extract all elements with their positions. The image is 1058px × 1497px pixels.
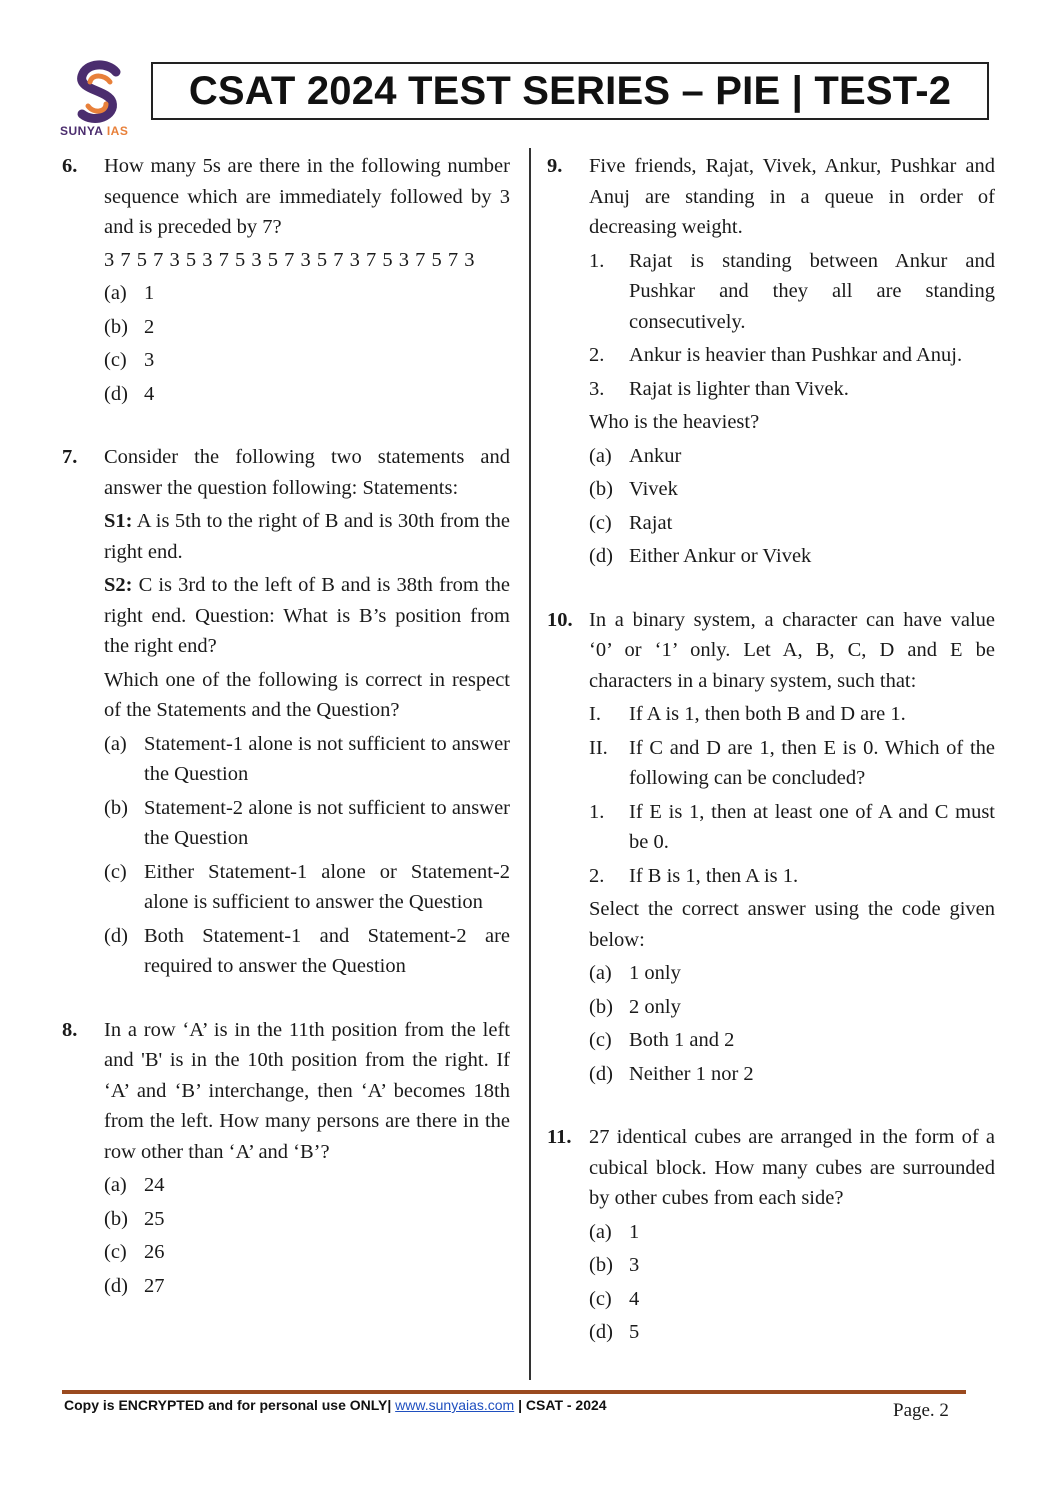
number-sequence: 3 7 5 7 3 5 3 7 5 3 5 7 3 5 7 3 7 5 3 7 5 7 3 — [104, 248, 475, 271]
option-label: (b) — [589, 995, 613, 1018]
option[interactable] — [104, 379, 510, 410]
condition — [589, 699, 995, 730]
option-text: 24 — [144, 1174, 165, 1196]
option[interactable] — [589, 1025, 995, 1056]
copyright-notice: Copy is ENCRYPTED and for personal use ONLY| — [64, 1397, 392, 1413]
statement-text: If E is 1, then at least one of A and C must be 0. — [629, 800, 995, 853]
option[interactable] — [589, 441, 995, 472]
question-7 — [62, 442, 510, 982]
condition-text: Ankur is heavier than Pushkar and Anuj. — [629, 344, 963, 366]
option-text: 4 — [144, 382, 155, 405]
page-number: Page. 2 — [893, 1400, 949, 1421]
statement — [589, 861, 995, 892]
option-label: (b) — [104, 315, 128, 338]
right-column — [547, 151, 995, 1348]
option-text: 25 — [144, 1207, 165, 1230]
option-text: Either Ankur or Vivek — [629, 545, 812, 567]
question-number: 6. — [62, 155, 78, 177]
option-text: Both 1 and 2 — [629, 1029, 735, 1051]
condition — [589, 374, 995, 405]
condition-text: If A is 1, then both B and D are 1. — [629, 703, 906, 725]
option-label: (c) — [589, 1029, 612, 1051]
option[interactable] — [104, 857, 510, 918]
option[interactable] — [104, 921, 510, 982]
option-text: Neither 1 nor 2 — [629, 1062, 754, 1085]
column-divider — [529, 148, 531, 1380]
footer-separator: | — [518, 1397, 523, 1413]
condition-label: 2. — [589, 344, 605, 366]
option-text: Ankur — [629, 444, 682, 467]
option-text: Vivek — [629, 478, 678, 500]
option-label: (b) — [104, 1207, 128, 1230]
option[interactable] — [104, 729, 510, 790]
option-label: (b) — [589, 1254, 613, 1276]
option[interactable] — [589, 474, 995, 505]
question-prompt: Who is the heaviest? — [589, 411, 760, 433]
question-6 — [62, 151, 510, 409]
option[interactable] — [589, 1217, 995, 1248]
question-number: 8. — [62, 1018, 78, 1041]
statement-label: S2: — [104, 574, 133, 596]
option[interactable] — [589, 958, 995, 989]
title-box — [151, 62, 989, 120]
option-text: 1 — [144, 282, 155, 304]
option-label: (d) — [589, 1062, 613, 1085]
option-label: (c) — [104, 349, 127, 371]
question-11 — [547, 1122, 995, 1348]
question-text: In a row ‘A’ is in the 11th position from the left and 'B' is in the 10th position from the right. If ‘A’ and ‘B’ interchange, then ‘A’ becomes 18th from the left. How many persons are there in the row other than ‘A’ and ‘B’? — [104, 1018, 510, 1163]
condition-text: If C and D are 1, then E is 0. Which of the following can be concluded? — [629, 736, 995, 789]
page-title: CSAT 2024 TEST SERIES – PIE | TEST-2 — [188, 68, 952, 113]
condition-label: 1. — [589, 249, 605, 272]
option[interactable] — [589, 1284, 995, 1315]
question-9 — [547, 151, 995, 572]
condition — [589, 246, 995, 338]
exam-tag: CSAT - 2024 — [525, 1397, 607, 1413]
option-text: 3 — [629, 1254, 640, 1276]
option-label: (a) — [104, 1174, 127, 1196]
option-label: (a) — [589, 962, 612, 984]
logo-wordmark — [60, 124, 128, 138]
option[interactable] — [104, 793, 510, 854]
option-text: 1 — [629, 1220, 640, 1243]
option[interactable] — [589, 541, 995, 572]
question-number: 7. — [62, 446, 78, 468]
statement-text: A is 5th to the right of B and is 30th from the right end. — [104, 510, 510, 563]
option-label: (a) — [104, 732, 127, 755]
statement-label: S1: — [104, 510, 133, 532]
footer-rule — [62, 1390, 966, 1394]
condition-label: II. — [589, 736, 608, 759]
statement-2 — [104, 570, 510, 662]
option-label: (b) — [104, 796, 128, 819]
statement-label: 2. — [589, 864, 605, 887]
option[interactable] — [104, 1204, 510, 1235]
option-label: (d) — [104, 382, 128, 405]
option-text: 2 only — [629, 995, 681, 1018]
option-label: (a) — [589, 1220, 612, 1243]
option-text: 27 — [144, 1274, 165, 1297]
option-text: Rajat — [629, 511, 673, 534]
option-text: 4 — [629, 1287, 640, 1310]
footer-notice — [64, 1397, 607, 1413]
option[interactable] — [104, 1170, 510, 1201]
question-10 — [547, 605, 995, 1090]
option[interactable] — [589, 1059, 995, 1090]
statement-label: 1. — [589, 800, 605, 823]
option-label: (c) — [589, 1287, 612, 1310]
option[interactable] — [104, 1271, 510, 1302]
website-link[interactable]: www.sunyaias.com — [395, 1397, 515, 1413]
question-number: 9. — [547, 155, 563, 177]
left-column — [62, 151, 510, 1301]
option-label: (c) — [589, 511, 612, 534]
option[interactable] — [589, 1250, 995, 1281]
option-label: (d) — [104, 1274, 128, 1297]
option-text: 26 — [144, 1241, 165, 1263]
condition — [589, 340, 995, 371]
condition-label: 3. — [589, 377, 605, 400]
option[interactable] — [104, 1237, 510, 1268]
question-number: 10. — [547, 608, 573, 631]
option-label: (c) — [104, 860, 127, 883]
option-label: (a) — [589, 444, 612, 467]
question-text: How many 5s are there in the following number sequence which are immediately followed by 3 and is preceded by 7? — [104, 155, 510, 238]
question-number: 11. — [547, 1126, 572, 1148]
question-prompt: Which one of the following is correct in respect of the Statements and the Question? — [104, 668, 510, 721]
option[interactable] — [589, 508, 995, 539]
statement-text: If B is 1, then A is 1. — [629, 864, 799, 887]
option[interactable] — [589, 1317, 995, 1348]
option[interactable] — [589, 992, 995, 1023]
question-text: In a binary system, a character can have value ‘0’ or ‘1’ only. Let A, B, C, D and E be characters in a binary system, such that: — [589, 608, 995, 692]
option-text: Both Statement-1 and Statement-2 are required to answer the Question — [144, 924, 510, 977]
statement-1 — [104, 506, 510, 567]
condition-label: I. — [589, 703, 601, 725]
option-text: Statement-2 alone is not sufficient to answer the Question — [144, 796, 510, 849]
question-8 — [62, 1015, 510, 1302]
option-label: (c) — [104, 1241, 127, 1263]
statement — [589, 797, 995, 858]
question-text: Consider the following two statements and answer the question following: Statements: — [104, 446, 510, 499]
option[interactable] — [104, 278, 510, 309]
statement-text: C is 3rd to the left of B and is 38th from the right end. Question: What is B’s position from the right end? — [104, 574, 511, 657]
option-label: (d) — [104, 924, 128, 947]
condition-text: Rajat is standing between Ankur and Pushkar and they all are standing consecutively. — [629, 249, 995, 333]
option-label: (b) — [589, 478, 613, 500]
option-text: 1 only — [629, 962, 681, 984]
option-text: 5 — [629, 1321, 640, 1343]
option[interactable] — [104, 345, 510, 376]
option-label: (d) — [589, 1321, 613, 1343]
question-prompt: Select the correct answer using the code given below: — [589, 898, 995, 951]
option-label: (a) — [104, 282, 127, 304]
question-text: Five friends, Rajat, Vivek, Ankur, Pushkar and Anuj are standing in a queue in order of decreasing weight. — [589, 155, 995, 238]
logo-brand-part-2: IAS — [106, 124, 129, 138]
option-text: 3 — [144, 349, 155, 371]
option-text: Either Statement-1 alone or Statement-2 alone is sufficient to answer the Question — [144, 860, 510, 913]
question-text: 27 identical cubes are arranged in the form of a cubical block. How many cubes are surrounded by other cubes from each side? — [589, 1126, 995, 1209]
condition — [589, 733, 995, 794]
logo-brand-part-1: SUNYA — [60, 124, 103, 138]
option-text: Statement-1 alone is not sufficient to answer the Question — [144, 732, 510, 785]
condition-text: Rajat is lighter than Vivek. — [629, 377, 849, 400]
option-text: 2 — [144, 315, 155, 338]
option[interactable] — [104, 312, 510, 343]
option-label: (d) — [589, 545, 613, 567]
